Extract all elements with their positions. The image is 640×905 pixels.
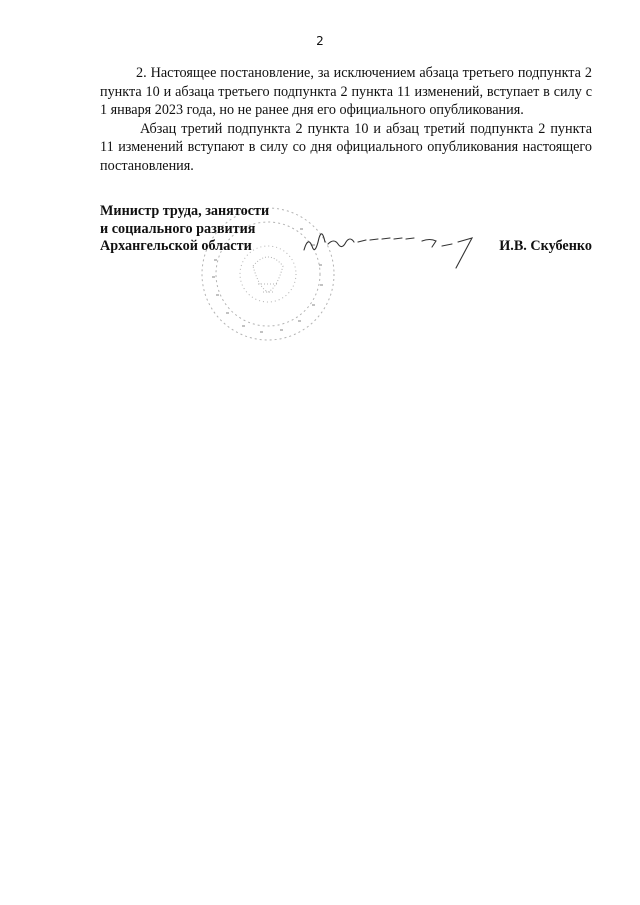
paragraph-number: 2. bbox=[136, 65, 147, 81]
signatory-title-line: Министр труда, занятости bbox=[100, 203, 270, 219]
signature-title-block bbox=[100, 203, 330, 256]
document-body bbox=[100, 64, 592, 175]
paragraph-exception: Абзац третий подпункта 2 пункта 10 и абзац третий подпункта 2 пункта 11 изменений вступают в силу со дня официального опубликования настоящего постановления. bbox=[100, 120, 592, 174]
paragraph-effective-date bbox=[100, 64, 592, 120]
paragraph-text: Настоящее постановление, за исключением абзаца третьего подпункта 2 пункта 10 и абзаца третьего подпункта 2 пункта 11 изменений, вступает в силу с 1 января 2023 года, но не ранее дня его официального опубликования. bbox=[100, 65, 592, 118]
signatory-name: И.В. Скубенко bbox=[499, 238, 592, 254]
signatory-title-line: и социального развития bbox=[100, 220, 256, 237]
signatory-title-line: Архангельской области bbox=[100, 238, 252, 254]
page-number: 2 bbox=[316, 34, 324, 48]
